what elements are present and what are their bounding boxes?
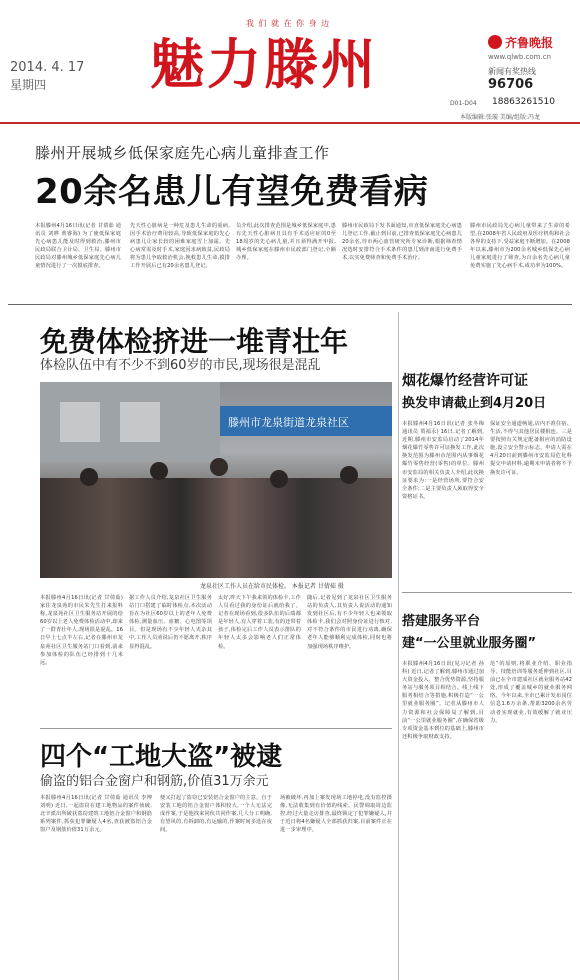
lead-col-1 [35, 222, 121, 271]
health-col-3 [218, 594, 301, 651]
lead-paragraph: 员介绍,此次排查范围是城乡低保家庭中,患有先天性心脏病且具有手术适应症的0至18周岁的先心病儿童,并且须得满开申报,城乡低保家庭在滕州市民政部门登记,全额办理。 [236, 223, 336, 262]
theft-paragraph: 便又打起了盗窃已安装铝合金窗户的主意。自于安装工地的铝合金窗户体积较大,一个人无法完成作案,于是他找来同伙共同作案,几人分工明确,有望风的,有拆卸的,有运输的,作案时间多选在夜间。 [160, 795, 272, 834]
lead-paragraph: 滕州市民政局先心病儿童带来了生命的希望,在2008年省人民政府及医疗机构和社会各界的支持下,受益家庭不断增加。在2008年以来,滕州市为200余名城乡低保先心病儿童家庭进行了筛查,为百余名先心病儿童免费实施了先心病手术,成功率为100%。 [470, 223, 570, 270]
hotline-label: 新闻有奖热线 [488, 67, 536, 76]
jobs-headline-2: 建“一公里就业服务圈” [402, 636, 537, 651]
theft-paragraph: 本报滕州4月16日讯(记者 甘倩茹 通讯员 李博 刘明) 近日,一起盗窃在建工地物品的案件侦破,北辛派出所破获盗窃建筑工地铝合金窗户和钢筋系列案件,抓获犯罪嫌疑人4名,查获被盗铝合金窗户及钢筋价值31万余元。 [40, 795, 152, 834]
theft-col-3 [280, 794, 392, 834]
fireworks-paragraph: 本报滕州4月16日讯(记者 张冬梅 通讯员 贾福永) 16日,记者了解到,近期,滕州市安监局启动了2014年烟花爆竹零售许可证换发工作,此次换发范围为滕州市范围内从事烟花爆竹零售经营(零售)的单位。滕州市安监局的相关负责人介绍,此次换证要求为:一是经营场所,要符合安全条件;二是主要负责人须取得安全资格证书。 [402, 421, 484, 500]
lead-paragraph: 滕州市民政局下发书面通知,市直低保家庭先心病患儿登记工作,截止到目前,已排查低保家庭先心病患儿20余名,待市两心血管研究所专家诊断,根据筛查情况选时安排符合手术条件的患儿到济南进行免费手术,以实免费筛查和免费手术治疗。 [342, 223, 462, 262]
masthead-divider [0, 122, 580, 124]
health-col-4 [307, 594, 392, 651]
jobs-headline-1: 搭建服务平台 [402, 614, 481, 629]
health-photo [40, 382, 392, 578]
phone-number: 18863261510 [492, 97, 555, 107]
fireworks-col-1 [402, 420, 484, 501]
health-paragraph: 随后,记者见到了龙泉社区卫生服务站的负责人,其负责人说活动的通知发到社区后,有不少年轻人也来领取体检卡,我们会对照身份证进行核对,对不符合条件的市民进行劝离,确保老年人能够顺利完成体检,同时也将加强现场秩序维护。 [307, 595, 392, 650]
paper-logo [488, 33, 572, 51]
lead-col-2 [130, 222, 230, 271]
health-col-1 [40, 594, 123, 667]
jobs-paragraph: 本报滕州4月16日讯(见习记者 孙科) 近日,记者了解到,滕州市通过加大资金投入、整合优势资源,坚持服务站与服务项目相结合、线上线下服务相结合等措施,积极打造“一公里就业服务圈”。记者从滕州市人力资源和社会保障局了解到,目前“一公里就业服务圈”,在确保省级专项资金基本到位的基础上,滕州市还积极争取财政支持。 [402, 661, 484, 740]
masthead [0, 0, 580, 128]
jobs-story [402, 610, 574, 970]
health-photo-caption: 龙泉社区工作人员在给市民体检。 本报记者 甘倩茹 摄 [200, 583, 344, 590]
lead-kicker: 滕州开展城乡低保家庭先心病儿童排查工作 [35, 144, 330, 162]
health-headline: 免费体检挤进一堆青壮年 [40, 325, 349, 358]
lead-col-3 [236, 222, 336, 262]
lead-paragraph: 本报滕州4月16日讯(记者 甘倩茹 通讯员 刘晔 黄睿海) 为了使低保家庭先心病患儿能及时得到救治,滕州市民政局联合卫计局、卫生局、滕州市民政局对滕州城乡低保家庭先心病儿童情况进行了一次摸底排查。 [35, 223, 121, 270]
editors-line: 本版编辑:张璇 美编/组版:冯龙 [460, 114, 540, 121]
lead-bottom-rule [8, 304, 572, 305]
page-range: D01-D04 [450, 100, 477, 107]
fireworks-headline-1: 烟花爆竹经营许可证 [402, 373, 528, 389]
logo-text: 齐鲁晚报 [505, 36, 554, 50]
theft-col-2 [160, 794, 272, 834]
photo-person [150, 462, 168, 480]
hotline-number: 96706 [488, 77, 534, 92]
health-story [0, 308, 395, 728]
theft-top-rule [40, 728, 392, 729]
jobs-paragraph: 范”的原则,将职业介绍、职业指导、技能培训等服务延伸到社区,目前已在全市建成社区就业服务站42处,形成了覆盖城乡的就业服务网络。今年以来,全市已累计发布岗位信息1.6万余条,帮助3200余名劳动者实现就业,有效缓解了就业压力。 [490, 661, 572, 724]
masthead-title: 魅力滕州 [150, 32, 378, 96]
photo-person [270, 470, 288, 488]
lead-col-5 [470, 222, 570, 271]
website: www.qlwb.com.cn [488, 53, 551, 61]
photo-sign-text: 滕州市龙泉街道龙泉社区 [228, 416, 349, 429]
theft-col-1 [40, 794, 152, 834]
photo-sign [220, 406, 392, 436]
photo-window [120, 402, 160, 442]
jobs-col-2 [490, 660, 572, 725]
health-col-2 [129, 594, 212, 651]
theft-paragraph: 场被破坏,再加上案发现场工地停电,没有监控摄像,无法收集到有价值的线索。民警调取周边监控,经过大量走访排查,最终锁定了犯罪嫌疑人,并于近日将4名嫌疑人全部抓获归案,目前案件正在进一步审理中。 [280, 795, 392, 834]
fireworks-headline-2: 换发申请截止到4月20日 [402, 396, 547, 411]
photo-person [210, 458, 228, 476]
fireworks-paragraph: 保证安全通道畅通,店内不准住宿、生活,不得与其他居民楼相连。三是要按照有关规定配备相应的消防设施,设立安全警示标志。申请人需在4月20日前到滕州市安监局危化科提交申请材料,逾期未申请者将不予换发许可证。 [490, 421, 572, 476]
lead-headline: 20余名患儿有望免费看病 [35, 172, 429, 212]
photo-person [340, 466, 358, 484]
photo-person [80, 468, 98, 486]
masthead-slogan: 我 们 就 在 你 身 边 [245, 19, 331, 28]
jobs-col-1 [402, 660, 484, 741]
lead-paragraph: 先天性心脏病是一种危及患儿生命的重病,因手术治疗费用较高,导致低保家庭的先心病患儿让家长较的困难家庭雪上加霜。先心病常需及时手术,家庭因求病致贫,民政局将为患儿争取救治机会,挽救患儿生命,摸排工作开展后已有20余名患儿登记。 [130, 223, 230, 270]
health-paragraph: 本报滕州4月16日讯(记者 甘倩茹) 家住龙泉苑的市民朱先生打来报料称,龙泉苑社区卫生服务站开展的给60岁以上老人免费体检活动中,却来了一群青壮年人,现场很是混乱。16日早上七点半左右,记者在滕州市龙泉苑社区卫生服务站门口看到,前来参加体检的队伍已经排到十几米远。 [40, 595, 123, 666]
lead-col-4 [342, 222, 462, 262]
fireworks-bottom-rule [402, 592, 572, 593]
theft-subhead: 偷盗的铝合金窗户和钢筋,价值31万余元 [40, 774, 269, 789]
lead-story [0, 126, 580, 306]
photo-crowd [40, 478, 392, 578]
theft-headline: 四个“工地大盗”被逮 [40, 742, 283, 772]
health-paragraph: 据工作人员介绍,龙泉社区卫生服务站门口搭建了临时体检点,本次活动旨在为社区60岁以上的老年人免费体检,测量血压、血糖、心电图等项目。但是现场有不少年轻人夹杂其中,工作人员劝说后仍不愿离开,秩序显得混乱。 [129, 595, 212, 650]
fireworks-col-2 [490, 420, 572, 477]
health-paragraph: 太好,昨天下午我来领的体检卡,工作人员看过我的身份证后就给我了。记者在现场看到,很多队伍的后端都是年轻人,有人穿着工装,有的还带着孩子,体检完后工作人员表示排队的年轻人太多会影响老人们正常体检。 [218, 595, 301, 650]
issue-date: 2014. 4. 17 [10, 60, 85, 75]
issue-weekday: 星期四 [10, 78, 47, 92]
theft-story [0, 728, 395, 980]
fireworks-story [402, 360, 574, 590]
photo-window [60, 402, 100, 442]
logo-mark-icon [488, 35, 502, 49]
column-divider [398, 312, 399, 980]
health-subhead: 体检队伍中有不少不到60岁的市民,现场很是混乱 [40, 358, 321, 373]
